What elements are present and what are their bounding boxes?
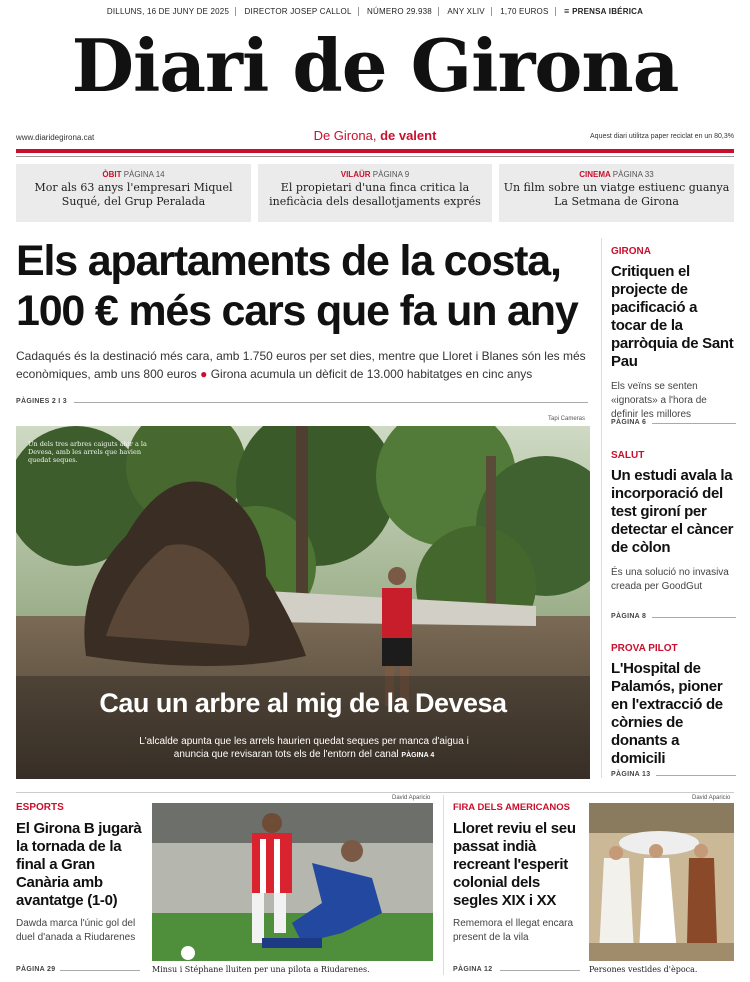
- sidebar-story-girona-title: Critiquen el projecte de pacificació a tocar de la parròquia de Sant Pau: [611, 263, 734, 370]
- sports-caption: Minsu i Stéphane lluiten per una pilota a Riudarenes.: [152, 965, 370, 974]
- sports-photo[interactable]: [152, 803, 433, 961]
- teaser-vilaur-text: El propietari d'una finca critica la ineficàcia dels desallotjaments exprés: [269, 181, 481, 208]
- edition-year: ANY XLIV: [441, 7, 491, 16]
- bullet-icon: ●: [200, 367, 208, 381]
- edition-number: NÚMERO 29.938: [361, 7, 439, 16]
- publisher-logo-icon: ≡: [563, 6, 573, 16]
- recycle-note: Aquest diari utilitza paper reciclat en un 80,3%: [590, 133, 734, 140]
- sidebar-story-salut-title: Un estudi avala la incorporació del test gironí per detectar el càncer de còlon: [611, 467, 734, 556]
- bottom-divider: [16, 792, 734, 793]
- main-pages-rule: [74, 402, 588, 403]
- edition-price: 1,70 EUROS: [494, 7, 555, 16]
- main-headline[interactable]: Els apartaments de la costa, 100 € més cars que fa un any: [16, 237, 578, 335]
- masthead-red-divider: [16, 149, 734, 153]
- main-photo[interactable]: [16, 426, 590, 779]
- masthead-thin-divider: [16, 156, 734, 157]
- sports-story[interactable]: ESPORTS El Girona B jugarà la tornada de la final a Gran Canària amb avantatge (1-0) Dawda marca l'únic gol del duel d'anada a Riudarenes: [16, 802, 144, 945]
- edition-date: DILLUNS, 16 DE JUNY DE 2025: [101, 7, 236, 16]
- teaser-obit-text: Mor als 63 anys l'empresari Miquel Suqué, del Grup Peralada: [34, 181, 233, 208]
- main-pages-ref: PÀGINES 2 I 3: [16, 398, 67, 405]
- sidebar-story-prova-pilot-title: L'Hospital de Palamós, pioner en l'extracció de còrnies de donants a domicili: [611, 660, 723, 767]
- fira-title: Lloret reviu el seu passat indià recreant l'esperit colonial dels segles XIX i XX: [453, 820, 576, 909]
- photo-credit: Tapi Cameras: [548, 416, 586, 422]
- publisher-name: ≡ PRENSA IBÉRICA: [563, 6, 644, 16]
- fira-story[interactable]: FIRA DELS AMERICANOS Lloret reviu el seu passat indià recreant l'esperit colonial dels segles XIX i XX Rememora el llegat encara present de la vila: [453, 802, 581, 945]
- photo-caption: L'alcalde apunta que les arrels haurien quedat seques per manca d'aigua i anuncia que revisaran tots els de l'entorn del canal PÀGINA 4: [139, 736, 469, 760]
- fira-photo[interactable]: [589, 803, 734, 961]
- bottom-column-divider: [443, 795, 444, 975]
- fira-caption: Persones vestides d'època.: [589, 965, 698, 974]
- period-costume-photo-icon: [589, 803, 734, 961]
- slogan: De Girona, de valent: [313, 128, 437, 143]
- sports-title: El Girona B jugarà la tornada de la final a Gran Canària amb avantatge (1-0): [16, 820, 142, 909]
- photo-caption-small: Un dels tres arbres caiguts ahir a la Devesa, amb les arrels que havien quedat seques.: [28, 440, 147, 464]
- edition-director: DIRECTOR JOSEP CALLOL: [239, 7, 359, 16]
- teaser-cinema[interactable]: CINEMA PÀGINA 33 Un film sobre un viatge estiuenc guanya La Setmana de Girona: [499, 164, 734, 222]
- teaser-cinema-text: Un film sobre un viatge estiuenc guanya La Setmana de Girona: [503, 181, 730, 208]
- fallen-tree-photo-icon: [16, 426, 590, 779]
- sidebar-story-girona[interactable]: GIRONA Critiquen el projecte de pacificació a tocar de la parròquia de Sant Pau Els veïns se senten «ignorats» a l'hora de definir les millores: [611, 246, 736, 422]
- teaser-vilaur[interactable]: VILAÜR PÀGINA 9 El propietari d'una finca critica la ineficàcia dels desallotjaments exprés: [258, 164, 492, 222]
- teaser-obit[interactable]: ÒBIT PÀGINA 14 Mor als 63 anys l'empresari Miquel Suqué, del Grup Peralada: [16, 164, 251, 222]
- edition-info-bar: [0, 6, 750, 16]
- sidebar-story-prova-pilot[interactable]: PROVA PILOT L'Hospital de Palamós, pioner en l'extracció de còrnies de donants a domicili: [611, 643, 736, 768]
- sidebar-divider: [601, 238, 602, 778]
- masthead-title[interactable]: Diari de Girona: [71, 23, 679, 108]
- football-match-photo-icon: [152, 803, 433, 961]
- sidebar-story-salut[interactable]: SALUT Un estudi avala la incorporació del test gironí per detectar el càncer de còlon És una solució no invasiva creada per GoodGut: [611, 450, 736, 594]
- main-deck: Cadaqués és la destinació més cara, amb 1.750 euros per set dies, mentre que Lloret i Blanes són les més econòmiques, amb uns 800 euros ● Girona acumula un dèficit de 13.000 habitatges en cinc anys: [16, 349, 586, 381]
- photo-title[interactable]: Cau un arbre al mig de la Devesa: [99, 688, 507, 718]
- website-url[interactable]: www.diaridegirona.cat: [16, 133, 95, 142]
